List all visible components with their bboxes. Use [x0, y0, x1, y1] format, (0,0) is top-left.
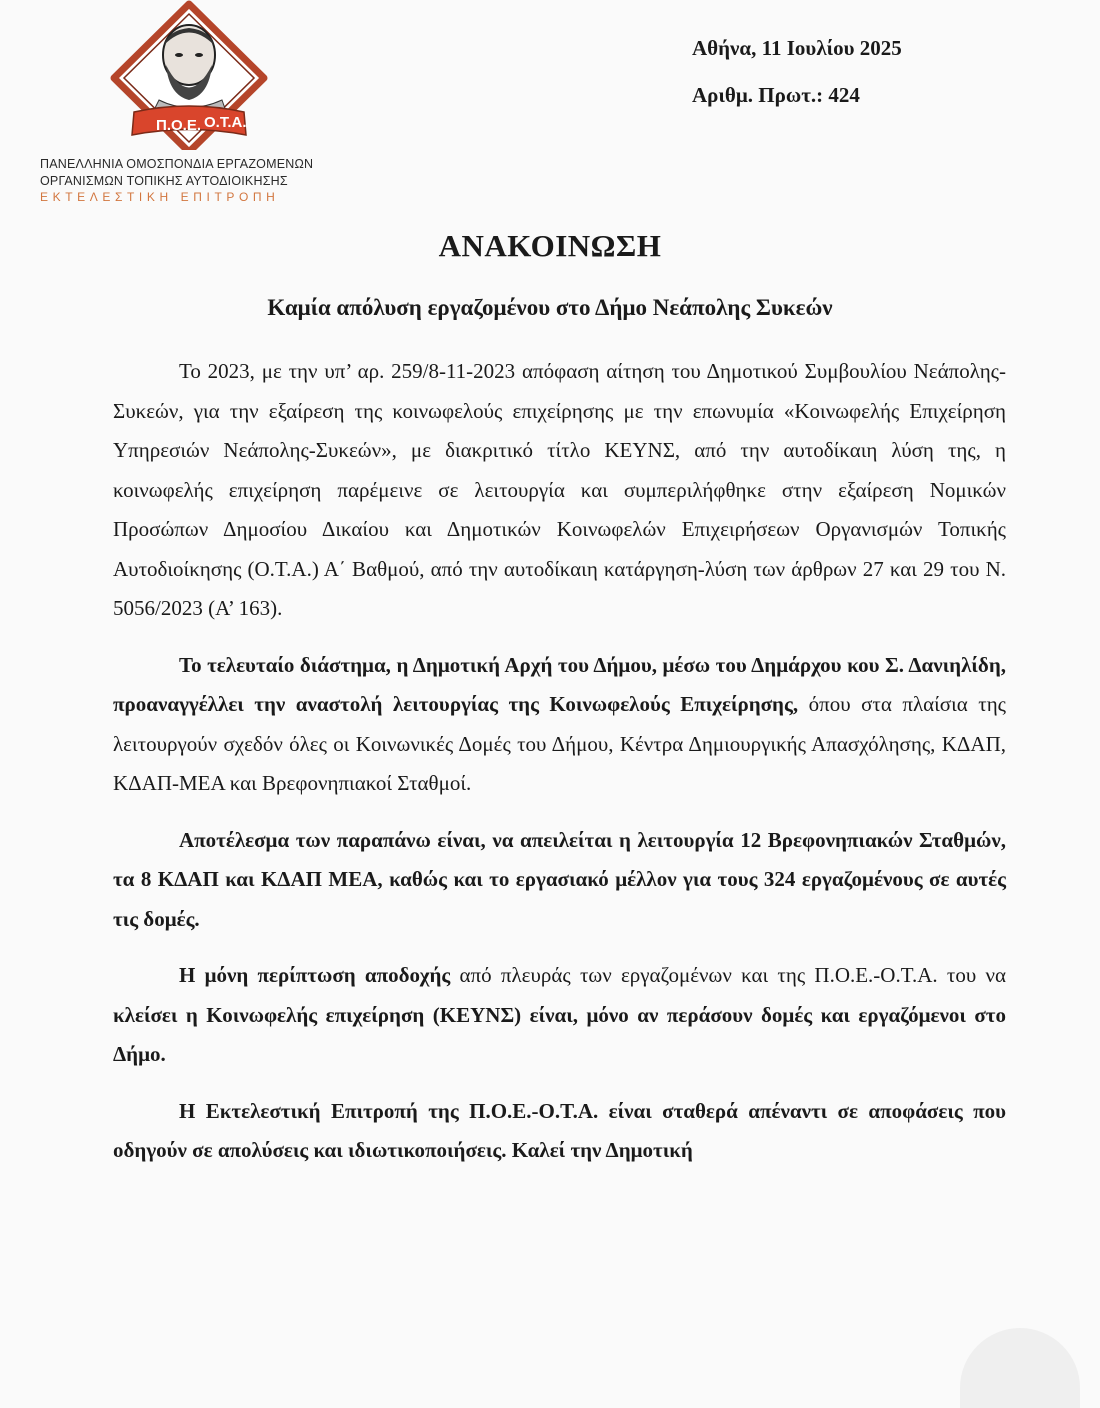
- logo-banner-left: Π.Ο.Ε.: [156, 117, 202, 134]
- org-name-line1: ΠΑΝΕΛΛΗΝΙΑ ΟΜΟΣΠΟΝΔΙΑ ΕΡΓΑΖΟΜΕΝΩΝ: [40, 157, 314, 171]
- org-unit: ΕΚΤΕΛΕΣΤΙΚΗ ΕΠΙΤΡΟΠΗ: [40, 190, 280, 204]
- watermark-bust-icon: [960, 1328, 1080, 1408]
- paragraph-1: [113, 352, 1006, 629]
- paragraph-text-bold: Αποτέλεσμα των παραπάνω είναι, να απειλείται η λειτουργία 12 Βρεφονηπιακών Σταθμών, τα 8 ΚΔΑΠ και ΚΔΑΠ ΜΕΑ, καθώς και το εργασιακό μέλλον για τους 324 εργαζομένους σε αυτές τις δομές.: [113, 827, 1006, 931]
- paragraph-text: Το 2023, με την υπ’ αρ. 259/8-11-2023 απόφαση αίτηση του Δημοτικού Συμβουλίου Νεάπολης-Συκεών, για την εξαίρεση της κοινωφελούς επιχείρησης με την επωνυμία «Κοινωφελής Επιχείρηση Υπηρεσιών Νεάπολης-Συκεών», με διακριτικό τίτλο ΚΕΥΝΣ, από την αυτοδίκαιη λύση της, η κοινωφελής επιχείρηση παρέμεινε σε λειτουργία και συμπεριλήφθηκε στην εξαίρεση Νομικών Προσώπων Δημοσίου Δικαίου και Δημοτικών Κοινωφελών Επιχειρήσεων Οργανισμών Τοπικής Αυτοδιοίκησης (Ο.Τ.Α.) Α΄ Βαθμού, από την αυτοδίκαιη κατάργηση-λύση των άρθρων 27 και 29 του Ν. 5056/2023 (Α’ 163).: [113, 359, 1006, 620]
- protocol-number: Αριθμ. Πρωτ.: 424: [692, 83, 860, 107]
- document-title: ΑΝΑΚΟΙΝΩΣΗ: [438, 228, 662, 263]
- paragraph-2: [113, 646, 1006, 804]
- paragraph-text: από πλευράς των εργαζομένων και της Π.Ο.Ε.-Ο.Τ.Α. του να: [450, 963, 1006, 987]
- date-protocol-block: [692, 36, 902, 130]
- document-body: [113, 352, 1006, 1188]
- logo-banner-right: Ο.Τ.Α.: [204, 114, 247, 131]
- paragraph-text-bold: Η Εκτελεστική Επιτροπή της Π.Ο.Ε.-Ο.Τ.Α. είναι σταθερά απέναντι σε αποφάσεις που οδηγούν σε απολύσεις και ιδιωτικοποιήσεις. Καλεί την Δημοτική: [113, 1098, 1006, 1162]
- paragraph-text-bold: Η μόνη περίπτωση αποδοχής: [179, 963, 451, 987]
- document-date: Αθήνα, 11 Ιουλίου 2025: [692, 36, 902, 60]
- document-subtitle: Καμία απόλυση εργαζομένου στο Δήμο Νεάπολης Συκεών: [267, 295, 833, 320]
- paragraph-text: όπου στα πλαίσια της λειτουργούν σχεδόν όλες οι Κοινωνικές Δομές του Δήμου, Κέντρα Δημιουργικής Απασχόλησης, ΚΔΑΠ, ΚΔΑΠ-ΜΕΑ και Βρεφονηπιακοί Σταθμοί.: [113, 692, 1006, 795]
- paragraph-5: [113, 1092, 1006, 1171]
- org-name-line2: ΟΡΓΑΝΙΣΜΩΝ ΤΟΠΙΚΗΣ ΑΥΤΟΔΙΟΙΚΗΣΗΣ: [40, 174, 288, 188]
- paragraph-3: [113, 821, 1006, 940]
- paragraph-text-bold: κλείσει η Κοινωφελής επιχείρηση (ΚΕΥΝΣ) είναι, μόνο αν περάσουν δομές και εργαζόμενοι στο Δήμο.: [113, 1002, 1006, 1066]
- paragraph-4: [113, 956, 1006, 1075]
- union-logo-icon: [104, 0, 274, 150]
- paragraph-text-bold: Το τελευταίο διάστημα, η Δημοτική Αρχή του Δήμου, μέσω του Δημάρχου κου Σ. Δανιηλίδη, προαναγγέλλει την αναστολή λειτουργίας της Κοινωφελούς Επιχείρησης,: [113, 652, 1006, 716]
